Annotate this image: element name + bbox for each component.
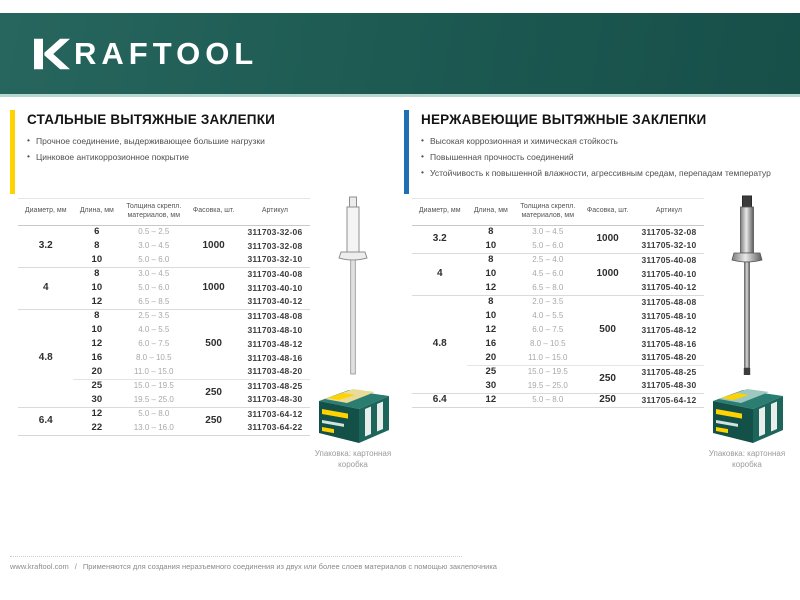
cell-len: 16 [485,338,497,350]
cell-dia: 4.8 [18,309,73,407]
cell-art: 311703-32-08 [247,240,303,251]
cell-len: 8 [73,309,120,323]
cell-pack: 1000 [202,239,225,251]
cell-len: 30 [91,393,103,405]
section-steel-rivets [10,110,398,469]
brand-banner [0,13,800,97]
column-header: Диаметр, мм [18,199,73,226]
product-media [702,192,792,471]
packaging-box-image [703,384,791,446]
cell-thk: 15.0 – 19.5 [514,365,581,379]
cell-art: 311705-40-08 [634,253,704,267]
cell-thk: 6.0 – 7.5 [138,338,170,348]
table-row [412,295,704,309]
product-media [308,192,398,471]
footer-site-link[interactable]: www.kraftool.com [10,562,69,571]
cell-dia: 3.2 [432,232,447,244]
cell-thk: 2.5 – 3.5 [120,309,187,323]
table-row [18,407,310,421]
cell-thk: 11.0 – 15.0 [134,366,174,376]
cell-dia: 4 [412,253,467,295]
cell-art: 311703-40-10 [247,282,303,293]
feature-item: • Устойчивость к повышенной влажности, агрессивным средам, перепадам температур [421,168,792,178]
table-row [18,225,310,239]
logo-k-icon [34,37,70,71]
cell-len: 8 [467,295,514,309]
cell-thk: 15.0 – 19.5 [120,379,187,393]
cell-thk: 8.0 – 10.5 [135,352,172,362]
feature-list [421,136,792,178]
rivet-spec-table [18,198,310,436]
cell-thk: 2.5 – 4.0 [514,253,581,267]
section-title: СТАЛЬНЫЕ ВЫТЯЖНЫЕ ЗАКЛЕПКИ [27,112,276,127]
cell-dia: 6.4 [18,407,73,435]
cell-dia: 4 [18,267,73,309]
feature-item: • Повышенная прочность соединений [421,152,792,162]
cell-pack: 500 [581,295,634,365]
footer-note: Применяются для создания неразъемного соединения из двух или более слоев материалов с помощью заклепочника [82,562,497,571]
cell-thk: 4.0 – 5.5 [532,310,564,320]
packaging-box-image [309,384,397,446]
cell-len: 8 [488,226,494,238]
section-title: НЕРЖАВЕЮЩИЕ ВЫТЯЖНЫЕ ЗАКЛЕПКИ [421,112,707,127]
table-header-row [412,199,704,226]
cell-art: 311705-32-10 [641,240,697,251]
cell-len: 16 [91,352,103,364]
cell-art: 311703-48-10 [247,324,303,335]
cell-art: 311705-48-30 [641,380,697,391]
feature-item: • Высокая коррозионная и химическая стойкость [421,136,792,146]
cell-art: 311703-40-08 [240,267,310,281]
cell-len: 6 [94,226,100,238]
cell-art: 311705-48-12 [641,324,697,335]
cell-art: 311703-48-20 [247,366,303,377]
cell-dia: 6.4 [412,393,467,407]
cell-dia: 4.8 [412,295,467,393]
cell-len: 10 [91,253,103,265]
cell-len: 10 [485,239,497,251]
kraftool-logo [34,37,258,71]
column-header: Фасовка, шт. [187,199,240,226]
feature-list [27,136,398,162]
cell-thk: 19.5 – 25.0 [133,394,174,404]
cell-len: 8 [73,267,120,281]
table-header-row [18,199,310,226]
rivet-spec-table [412,198,704,408]
cell-art: 311705-64-12 [634,393,704,407]
table-row [412,253,704,267]
cell-pack: 250 [187,407,240,435]
cell-art: 311705-48-10 [641,310,697,321]
column-header: Толщина скрепл. материалов, мм [120,199,187,226]
cell-art: 311705-32-08 [641,226,697,237]
cell-len: 12 [467,393,514,407]
cell-len: 8 [467,253,514,267]
cell-art: 311703-48-25 [240,379,310,393]
cell-thk: 5.0 – 8.0 [120,407,187,421]
cell-art: 311703-48-16 [247,352,303,363]
cell-len: 10 [91,282,103,294]
table-row [412,393,704,407]
cell-pack: 250 [581,365,634,393]
cell-len: 10 [485,310,497,322]
page-footer [10,556,497,571]
cell-dia: 3.2 [38,239,53,251]
cell-thk: 2.0 – 3.5 [514,295,581,309]
column-header: Толщина скрепл. материалов, мм [514,199,581,226]
rivet-drawing [323,192,383,378]
footer-separator: / [74,562,77,571]
cell-len: 12 [485,281,497,293]
cell-len: 25 [467,365,514,379]
cell-thk: 3.0 – 4.5 [120,267,187,281]
column-header: Длина, мм [73,199,120,226]
cell-thk: 6.0 – 7.5 [532,324,564,334]
section-header [10,110,398,194]
cell-len: 12 [485,324,497,336]
cell-thk: 5.0 – 6.0 [138,282,170,292]
rivet-spec-table-wrap [18,198,310,436]
cell-art: 311705-48-16 [641,338,697,349]
rivet-photo [717,192,777,378]
cell-art: 311705-40-10 [641,268,697,279]
feature-item: • Прочное соединение, выдерживающее большие нагрузки [27,136,398,146]
cell-art: 311705-48-08 [634,295,704,309]
cell-art: 311703-48-12 [247,338,303,349]
cell-thk: 6.5 – 8.5 [138,296,170,306]
cell-art: 311703-48-08 [240,309,310,323]
packaging-caption: Упаковка: картонная коробка [708,449,786,469]
cell-len: 12 [73,407,120,421]
column-header: Артикул [240,199,310,226]
cell-thk: 6.5 – 8.0 [532,282,564,292]
cell-len: 12 [91,295,103,307]
cell-pack: 250 [581,393,634,407]
cell-len: 22 [91,421,103,433]
cell-thk: 5.0 – 6.0 [532,240,564,250]
cell-thk: 0.5 – 2.5 [138,227,170,237]
cell-len: 10 [91,324,103,336]
cell-art: 311703-48-30 [247,394,303,405]
cell-art: 311703-64-12 [240,407,310,421]
cell-pack: 1000 [187,267,240,309]
cell-len: 20 [485,351,497,363]
column-header: Диаметр, мм [412,199,467,226]
cell-art: 311703-64-22 [247,422,303,433]
cell-thk: 19.5 – 25.0 [527,380,568,390]
rivet-spec-table-wrap [412,198,704,408]
section-stainless-rivets [404,110,792,469]
cell-art: 311703-40-12 [247,296,303,307]
cell-art: 311703-32-10 [247,254,303,265]
cell-art: 311705-48-20 [641,352,697,363]
cell-len: 30 [485,379,497,391]
logo-text: RAFTOOL [74,36,259,71]
table-row [18,267,310,281]
cell-thk: 5.0 – 6.0 [138,254,170,264]
cell-len: 8 [94,240,100,252]
cell-thk: 4.5 – 6.0 [532,268,564,278]
column-header: Длина, мм [467,199,514,226]
cell-thk: 11.0 – 15.0 [528,352,568,362]
cell-pack: 500 [187,309,240,379]
packaging-caption: Упаковка: картонная коробка [314,449,392,469]
cell-pack: 1000 [596,232,619,244]
cell-thk: 8.0 – 10.5 [529,338,566,348]
cell-len: 10 [485,268,497,280]
cell-thk: 3.0 – 4.5 [138,240,170,250]
cell-thk: 4.0 – 5.5 [138,324,170,334]
feature-item: • Цинковое антикоррозионное покрытие [27,152,398,162]
cell-len: 25 [73,379,120,393]
cell-thk: 13.0 – 16.0 [133,422,174,432]
section-header [404,110,792,194]
cell-thk: 3.0 – 4.5 [532,227,564,237]
table-row [412,225,704,239]
cell-art: 311703-32-06 [247,226,303,237]
column-header: Фасовка, шт. [581,199,634,226]
cell-len: 20 [91,365,103,377]
cell-thk: 5.0 – 8.0 [514,393,581,407]
column-header: Артикул [634,199,704,226]
cell-len: 12 [91,338,103,350]
cell-art: 311705-40-12 [641,282,697,293]
table-row [18,309,310,323]
cell-art: 311705-48-25 [634,365,704,379]
cell-pack: 250 [187,379,240,407]
cell-pack: 1000 [581,253,634,295]
